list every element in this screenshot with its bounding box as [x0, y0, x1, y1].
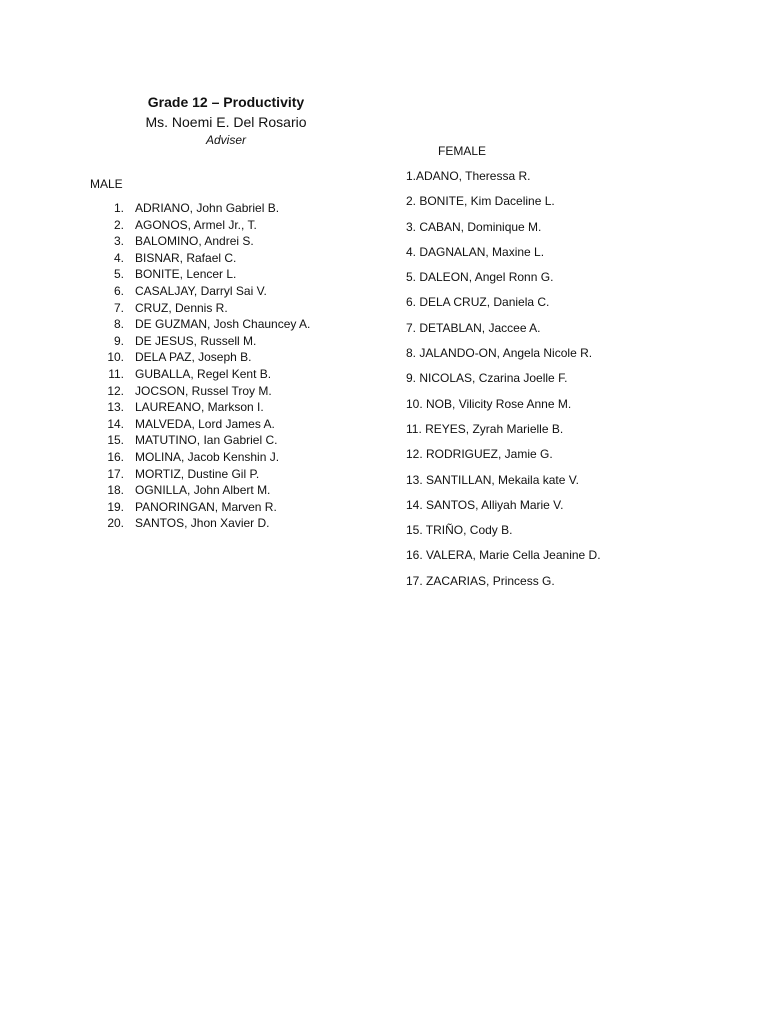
male-student-name: DE JESUS, Russell M.: [135, 333, 257, 348]
male-student-name: BONITE, Lencer L.: [135, 267, 237, 282]
male-student-item: [98, 333, 310, 350]
male-student-name: DE GUZMAN, Josh Chauncey A.: [135, 317, 311, 332]
male-student-item: [98, 482, 310, 499]
female-student-item: 15. TRIÑO, Cody B.: [406, 523, 513, 538]
male-student-item: [98, 266, 310, 283]
male-student-item: [98, 316, 310, 333]
male-student-name: JOCSON, Russel Troy M.: [135, 383, 272, 398]
male-student-item: [98, 233, 310, 250]
male-student-item: [98, 300, 310, 317]
female-student-item: 14. SANTOS, Alliyah Marie V.: [406, 497, 564, 512]
male-student-number: 11.: [108, 366, 124, 381]
female-student-item: 13. SANTILLAN, Mekaila kate V.: [406, 472, 579, 487]
male-student-number: 15.: [107, 433, 124, 448]
female-student-item: 6. DELA CRUZ, Daniela C.: [406, 295, 550, 310]
male-student-item: [98, 383, 310, 400]
male-student-name: GUBALLA, Regel Kent B.: [135, 366, 272, 381]
male-student-number: 5.: [113, 267, 124, 282]
male-student-number: 17.: [107, 466, 124, 481]
male-student-number: 14.: [107, 416, 124, 431]
male-student-name: OGNILLA, John Albert M.: [135, 483, 271, 498]
male-student-name: MORTIZ, Dustine Gil P.: [135, 466, 260, 481]
male-student-item: [98, 349, 310, 366]
female-student-item: 4. DAGNALAN, Maxine L.: [406, 244, 545, 259]
document-header: [120, 92, 332, 148]
male-student-name: CRUZ, Dennis R.: [135, 300, 228, 315]
female-student-list: [406, 168, 601, 598]
male-student-number: 1.: [113, 201, 124, 215]
male-student-item: [98, 449, 310, 466]
male-student-name: SANTOS, Jhon Xavier D.: [135, 516, 270, 531]
class-title: Grade 12 – Productivity: [147, 94, 305, 110]
female-student-item: 3. CABAN, Dominique M.: [406, 219, 542, 234]
male-student-name: BALOMINO, Andrei S.: [135, 234, 254, 249]
male-student-number: 19.: [107, 499, 124, 514]
male-student-name: MOLINA, Jacob Kenshin J.: [135, 449, 280, 464]
male-student-item: [98, 416, 310, 433]
male-student-name: CASALJAY, Darryl Sai V.: [135, 283, 267, 298]
male-student-item: [98, 432, 310, 449]
male-student-item: [98, 399, 310, 416]
male-student-number: 16.: [107, 449, 124, 464]
male-student-item: [98, 515, 310, 532]
male-student-name: PANORINGAN, Marven R.: [135, 499, 277, 514]
male-student-number: 13.: [107, 400, 124, 415]
female-student-item: 12. RODRIGUEZ, Jamie G.: [406, 447, 553, 462]
male-student-item: [98, 366, 310, 383]
female-heading: FEMALE: [438, 144, 487, 158]
female-student-item: 8. JALANDO-ON, Angela Nicole R.: [406, 346, 593, 361]
male-student-number: 18.: [107, 483, 124, 498]
male-student-item: [98, 283, 310, 300]
female-student-item: 16. VALERA, Marie Cella Jeanine D.: [406, 548, 601, 563]
male-student-name: MALVEDA, Lord James A.: [135, 416, 275, 431]
female-student-item: 5. DALEON, Angel Ronn G.: [406, 270, 554, 285]
female-student-item: 1.ADANO, Theressa R.: [406, 169, 531, 183]
male-student-number: 6.: [113, 283, 124, 298]
male-student-number: 20.: [107, 516, 124, 531]
male-student-number: 2.: [113, 217, 124, 232]
male-student-number: 8.: [113, 317, 124, 332]
male-student-name: BISNAR, Rafael C.: [135, 250, 237, 265]
male-student-name: AGONOS, Armel Jr., T.: [135, 217, 257, 232]
male-student-number: 9.: [113, 333, 124, 348]
male-student-number: 10.: [107, 350, 124, 365]
male-student-number: 7.: [113, 300, 124, 315]
male-student-item: [98, 466, 310, 483]
adviser-role: Adviser: [205, 133, 246, 147]
male-student-item: [98, 499, 310, 516]
male-student-name: ADRIANO, John Gabriel B.: [135, 201, 280, 215]
male-heading: MALE: [90, 177, 123, 191]
female-student-item: 17. ZACARIAS, Princess G.: [406, 573, 555, 588]
male-student-item: [98, 250, 310, 267]
male-student-list: [98, 200, 310, 532]
adviser-name: Ms. Noemi E. Del Rosario: [145, 114, 307, 130]
male-student-number: 12.: [107, 383, 124, 398]
male-student-item: [98, 200, 310, 217]
female-student-item: 11. REYES, Zyrah Marielle B.: [406, 421, 564, 436]
male-student-name: MATUTINO, Ian Gabriel C.: [135, 433, 278, 448]
female-student-item: 7. DETABLAN, Jaccee A.: [406, 320, 541, 335]
male-student-name: DELA PAZ, Joseph B.: [135, 350, 252, 365]
female-student-item: 9. NICOLAS, Czarina Joelle F.: [406, 371, 568, 386]
female-student-item: 2. BONITE, Kim Daceline L.: [406, 194, 555, 209]
male-student-number: 4.: [113, 250, 124, 265]
male-student-item: [98, 217, 310, 234]
male-student-number: 3.: [113, 234, 124, 249]
female-student-item: 10. NOB, Vilicity Rose Anne M.: [406, 396, 572, 411]
male-student-name: LAUREANO, Markson I.: [135, 400, 264, 415]
